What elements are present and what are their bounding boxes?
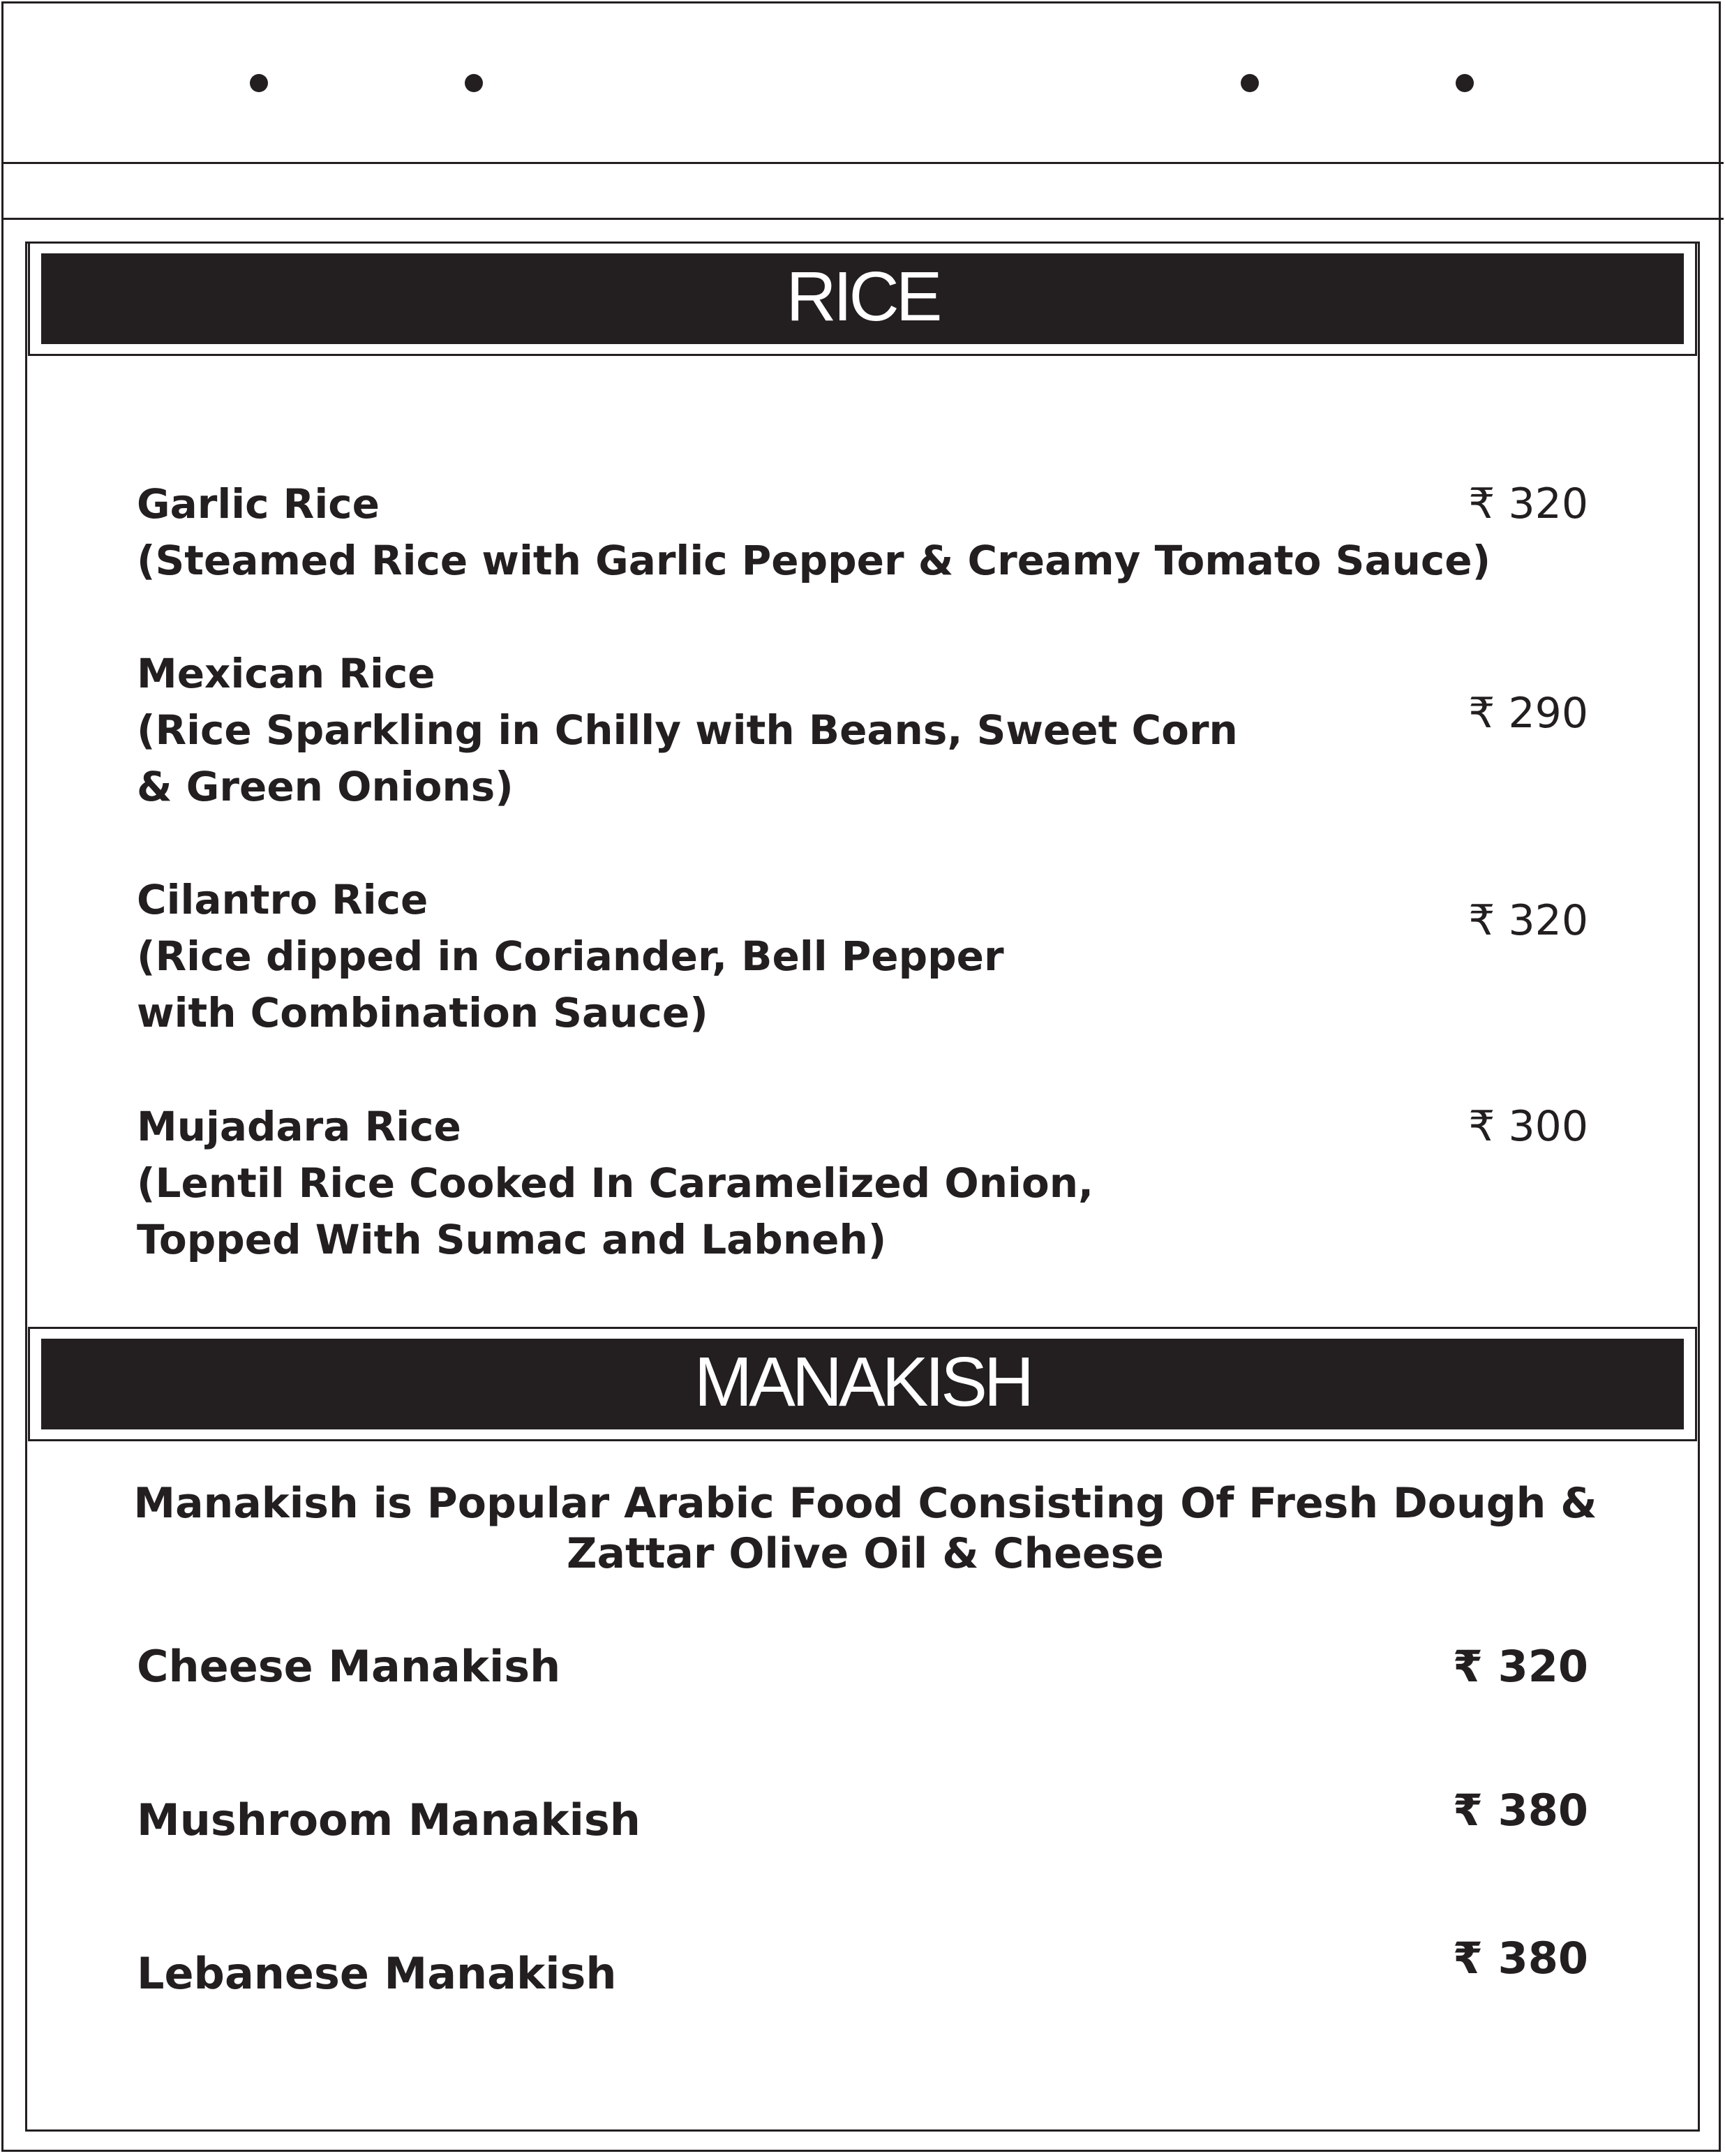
menu-item — [137, 1639, 1588, 1695]
item-name: Lebanese Manakish — [137, 1948, 617, 1999]
item-name: Cilantro Rice — [137, 876, 428, 923]
item-name: Mexican Rice — [137, 650, 435, 697]
item-price: ₹ 320 — [1468, 896, 1588, 945]
item-price: ₹ 300 — [1468, 1102, 1588, 1151]
item-name: Mushroom Manakish — [137, 1794, 641, 1845]
item-name: Mujadara Rice — [137, 1103, 461, 1150]
menu-item — [137, 1099, 1588, 1268]
item-name: Garlic Rice — [137, 480, 380, 528]
item-name: Cheese Manakish — [137, 1641, 561, 1692]
rice-title: RICE — [41, 253, 1684, 344]
item-price: ₹ 320 — [1468, 479, 1588, 528]
menu-item — [137, 476, 1588, 589]
menu-item — [137, 1785, 1588, 1848]
item-price: ₹ 380 — [1452, 1785, 1588, 1836]
item-price: ₹ 380 — [1452, 1933, 1588, 1984]
top-divider-2 — [1, 218, 1724, 220]
item-description: (Lentil Rice Cooked In Caramelized Onion, Topped With Sumac and Labneh) — [137, 1159, 1094, 1263]
item-description: (Steamed Rice with Garlic Pepper & Creamy Tomato Sauce) — [137, 537, 1491, 584]
item-price: ₹ 290 — [1468, 689, 1588, 738]
binder-hole — [1456, 74, 1474, 92]
item-description: (Rice dipped in Coriander, Bell Pepper with Combination Sauce) — [137, 932, 1004, 1036]
top-divider — [1, 162, 1724, 164]
binder-hole — [465, 74, 483, 92]
manakish-title: MANAKISH — [41, 1339, 1684, 1429]
manakish-header — [28, 1327, 1697, 1441]
binder-hole — [1241, 74, 1259, 92]
binder-hole — [250, 74, 268, 92]
rice-header — [28, 241, 1697, 356]
menu-item — [137, 872, 1588, 1041]
item-description: (Rice Sparkling in Chilly with Beans, Sweet Corn & Green Onions) — [137, 706, 1238, 810]
manakish-intro: Manakish is Popular Arabic Food Consisting Of Fresh Dough & Zattar Olive Oil & Cheese — [133, 1479, 1597, 1578]
item-price: ₹ 320 — [1452, 1641, 1588, 1692]
menu-item — [137, 1933, 1588, 2002]
menu-item — [137, 646, 1588, 815]
